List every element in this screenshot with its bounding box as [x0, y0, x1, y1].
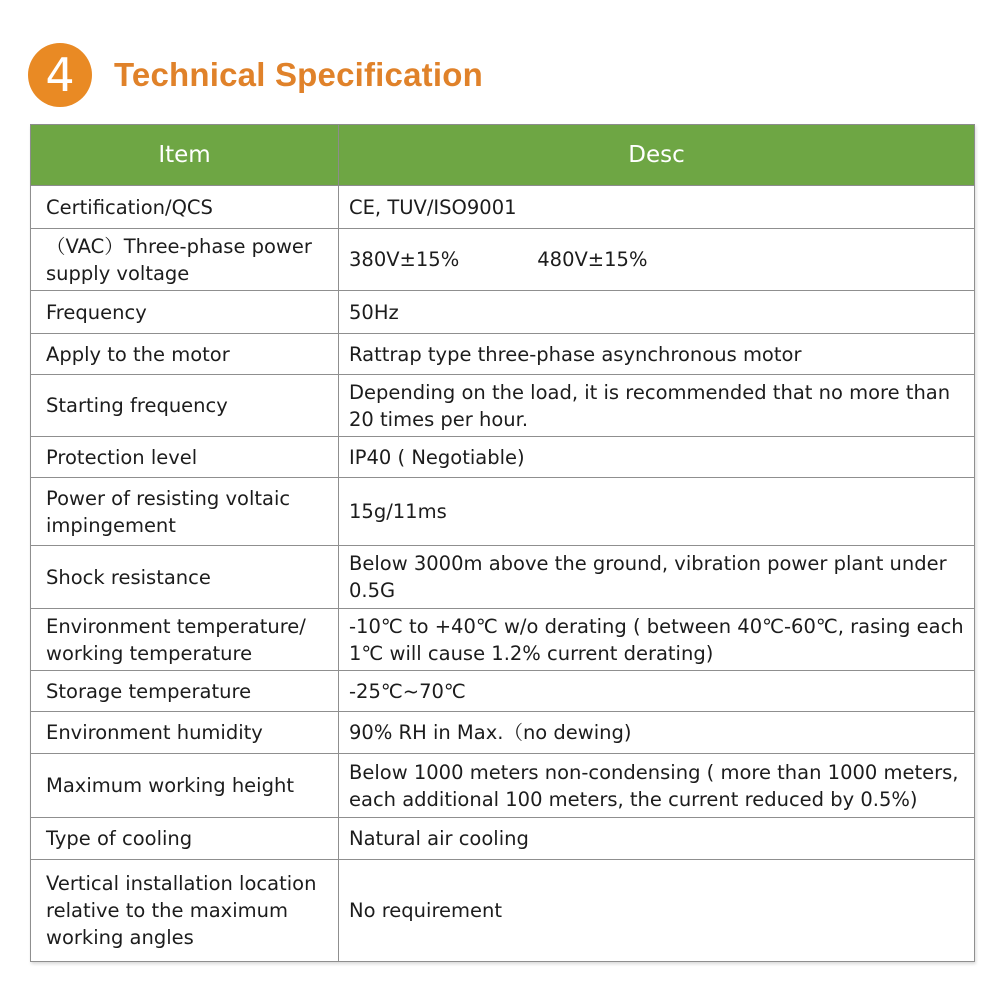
desc-cell: 90% RH in Max.（no dewing): [339, 712, 975, 754]
desc-cell: IP40 ( Negotiable): [339, 437, 975, 478]
table-row: [31, 860, 975, 962]
item-cell: Vertical installation location relative to the maximum working angles: [31, 860, 339, 962]
column-header-desc: Desc: [339, 125, 975, 186]
table-row: [31, 609, 975, 671]
item-cell: Power of resisting voltaic impingement: [31, 478, 339, 546]
table-row: [31, 229, 975, 291]
item-cell: Frequency: [31, 291, 339, 334]
voltage-value-1: 380V±15%: [349, 248, 460, 271]
desc-cell: -25℃~70℃: [339, 671, 975, 712]
item-cell: Type of cooling: [31, 818, 339, 860]
desc-cell: Below 1000 meters non-condensing ( more than 1000 meters, each additional 100 meters, the current reduced by 0.5%): [339, 754, 975, 818]
desc-cell: Rattrap type three-phase asynchronous motor: [339, 334, 975, 375]
item-cell: Shock resistance: [31, 546, 339, 609]
table-row: [31, 334, 975, 375]
item-cell: Storage temperature: [31, 671, 339, 712]
table-header-row: [31, 125, 975, 186]
table-row: [31, 375, 975, 437]
table-row: [31, 754, 975, 818]
table-row: [31, 712, 975, 754]
table-row: [31, 671, 975, 712]
desc-cell: Depending on the load, it is recommended that no more than 20 times per hour.: [339, 375, 975, 437]
desc-cell: 15g/11ms: [339, 478, 975, 546]
desc-cell: CE, TUV/ISO9001: [339, 186, 975, 229]
page-title: Technical Specification: [114, 56, 483, 93]
table-row: [31, 437, 975, 478]
item-cell: Environment temperature/ working temperature: [31, 609, 339, 671]
item-cell: Starting frequency: [31, 375, 339, 437]
item-cell: Maximum working height: [31, 754, 339, 818]
desc-cell: Below 3000m above the ground, vibration power plant under 0.5G: [339, 546, 975, 609]
desc-cell: No requirement: [339, 860, 975, 962]
section-number-badge: 4: [28, 43, 92, 107]
item-cell: Apply to the motor: [31, 334, 339, 375]
desc-cell: 50Hz: [339, 291, 975, 334]
table-row: [31, 546, 975, 609]
spec-table: [30, 124, 975, 962]
item-cell: （VAC）Three-phase power supply voltage: [31, 229, 339, 291]
table-row: [31, 478, 975, 546]
item-cell: Environment humidity: [31, 712, 339, 754]
table-row: [31, 291, 975, 334]
item-cell: Certification/QCS: [31, 186, 339, 229]
table-row: [31, 818, 975, 860]
desc-cell: -10℃ to +40℃ w/o derating ( between 40℃-60℃, rasing each 1℃ will cause 1.2% current derating): [339, 609, 975, 671]
table-row: [31, 186, 975, 229]
voltage-value-2: 480V±15%: [537, 248, 648, 271]
desc-cell: Natural air cooling: [339, 818, 975, 860]
item-cell: Protection level: [31, 437, 339, 478]
desc-cell: [339, 229, 975, 291]
column-header-item: Item: [31, 125, 339, 186]
section-header: [28, 40, 483, 110]
